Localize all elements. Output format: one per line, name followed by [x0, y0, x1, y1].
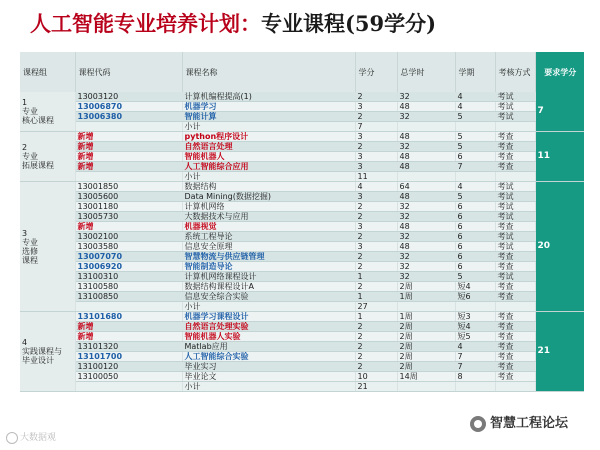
course-exam: 考查 — [495, 322, 535, 332]
course-term: 4 — [455, 92, 495, 102]
course-group-label — [20, 92, 75, 132]
course-group-label-line: 毕业设计 — [22, 356, 54, 365]
course-term: 5 — [455, 132, 495, 142]
subtotal-label: 小计 — [182, 382, 355, 392]
wechat-icon — [470, 416, 486, 432]
header-credit: 学分 — [355, 52, 397, 92]
course-row — [20, 92, 584, 102]
course-code: 新增 — [75, 332, 182, 342]
course-credit: 10 — [355, 372, 397, 382]
camera-icon — [6, 432, 18, 444]
course-credit: 2 — [355, 362, 397, 372]
course-term: 6 — [455, 222, 495, 232]
course-exam: 考查 — [495, 362, 535, 372]
course-term: 6 — [455, 252, 495, 262]
course-term: 6 — [455, 152, 495, 162]
course-credit: 2 — [355, 322, 397, 332]
course-row — [20, 222, 584, 232]
course-exam: 考查 — [495, 262, 535, 272]
course-exam: 考查 — [495, 332, 535, 342]
course-row — [20, 142, 584, 152]
course-code: 13006920 — [75, 262, 182, 272]
course-row — [20, 202, 584, 212]
subtotal-blank — [495, 382, 535, 392]
course-code: 13100310 — [75, 272, 182, 282]
header-required: 要求学分 — [535, 52, 584, 92]
course-code: 13100580 — [75, 282, 182, 292]
header-hours: 总学时 — [397, 52, 455, 92]
subtotal-blank — [495, 122, 535, 132]
watermark-right-text: 智慧工程论坛 — [490, 416, 569, 431]
course-row — [20, 272, 584, 282]
subtotal-label: 小计 — [182, 172, 355, 182]
course-term: 6 — [455, 232, 495, 242]
course-exam: 考试 — [495, 112, 535, 122]
subtotal-blank — [397, 382, 455, 392]
course-term: 短4 — [455, 282, 495, 292]
course-row — [20, 182, 584, 192]
subtotal-blank — [75, 172, 182, 182]
subtotal-label: 小计 — [182, 122, 355, 132]
course-credit: 1 — [355, 312, 397, 322]
course-credit: 3 — [355, 102, 397, 112]
course-name: 毕业实习 — [182, 362, 355, 372]
required-credits: 11 — [535, 132, 584, 182]
course-exam: 考查 — [495, 162, 535, 172]
subtotal-credit: 27 — [355, 302, 397, 312]
header-exam: 考核方式 — [495, 52, 535, 92]
course-term: 5 — [455, 272, 495, 282]
course-row — [20, 262, 584, 272]
subtotal-row — [20, 302, 584, 312]
course-name: 人工智能综合实验 — [182, 352, 355, 362]
course-code: 新增 — [75, 222, 182, 232]
subtotal-credit: 21 — [355, 382, 397, 392]
course-hours: 2周 — [397, 332, 455, 342]
course-row — [20, 312, 584, 322]
course-hours: 32 — [397, 252, 455, 262]
header-group: 课程组 — [20, 52, 75, 92]
subtotal-credit: 11 — [355, 172, 397, 182]
course-hours: 32 — [397, 232, 455, 242]
course-code: 新增 — [75, 162, 182, 172]
course-hours: 1周 — [397, 292, 455, 302]
course-hours: 48 — [397, 162, 455, 172]
course-group-label-line: 2 — [22, 143, 28, 152]
course-exam: 考试 — [495, 272, 535, 282]
course-code: 新增 — [75, 322, 182, 332]
course-hours: 48 — [397, 132, 455, 142]
course-name: 智能计算 — [182, 112, 355, 122]
watermark-left — [6, 430, 56, 444]
course-credit: 2 — [355, 92, 397, 102]
subtotal-blank — [455, 122, 495, 132]
course-exam: 考查 — [495, 372, 535, 382]
course-code: 13100120 — [75, 362, 182, 372]
course-group-label — [20, 132, 75, 182]
course-group-label-line: 专业 — [22, 107, 38, 116]
course-exam: 考试 — [495, 192, 535, 202]
course-hours: 32 — [397, 112, 455, 122]
course-hours: 48 — [397, 152, 455, 162]
course-group-label-line: 课程 — [22, 255, 38, 265]
course-term: 5 — [455, 112, 495, 122]
course-credit: 3 — [355, 222, 397, 232]
subtotal-blank — [397, 172, 455, 182]
subtotal-blank — [75, 122, 182, 132]
course-group-label-line: 4 — [22, 338, 28, 347]
course-name: 智能制造导论 — [182, 262, 355, 272]
subtotal-row — [20, 122, 584, 132]
course-term: 4 — [455, 102, 495, 112]
course-name: 计算机网络课程设计 — [182, 272, 355, 282]
course-group-label-line: 实践课程与 — [22, 347, 62, 356]
course-hours: 48 — [397, 222, 455, 232]
course-name: 智能机器人实验 — [182, 332, 355, 342]
course-hours: 32 — [397, 202, 455, 212]
slide-title — [30, 8, 436, 38]
subtotal-blank — [75, 382, 182, 392]
course-term: 短5 — [455, 332, 495, 342]
course-row — [20, 192, 584, 202]
course-code: 13002100 — [75, 232, 182, 242]
subtotal-blank — [455, 302, 495, 312]
course-exam: 考查 — [495, 152, 535, 162]
course-code: 新增 — [75, 152, 182, 162]
course-row — [20, 132, 584, 142]
subtotal-credit: 7 — [355, 122, 397, 132]
course-name: 系统工程导论 — [182, 232, 355, 242]
course-row — [20, 362, 584, 372]
course-term: 6 — [455, 202, 495, 212]
course-name: 自然语言处理实验 — [182, 322, 355, 332]
course-table-body — [20, 92, 584, 392]
course-term: 4 — [455, 342, 495, 352]
course-row — [20, 282, 584, 292]
course-row — [20, 332, 584, 342]
course-exam: 考试 — [495, 202, 535, 212]
course-credit: 2 — [355, 112, 397, 122]
course-row — [20, 252, 584, 262]
course-credit: 2 — [355, 142, 397, 152]
header-code: 课程代码 — [75, 52, 182, 92]
course-code: 新增 — [75, 142, 182, 152]
table-header-row — [20, 52, 584, 92]
course-hours: 1周 — [397, 312, 455, 322]
course-name: python程序设计 — [182, 132, 355, 142]
course-term: 4 — [455, 182, 495, 192]
course-row — [20, 352, 584, 362]
course-group-label — [20, 182, 75, 312]
course-hours: 2周 — [397, 352, 455, 362]
course-name: Data Mining(数据挖掘) — [182, 192, 355, 202]
course-code: 13006380 — [75, 112, 182, 122]
course-credit: 3 — [355, 242, 397, 252]
course-hours: 48 — [397, 242, 455, 252]
course-name: 智能机器人 — [182, 152, 355, 162]
course-row — [20, 292, 584, 302]
course-name: 计算机编程提高(1) — [182, 92, 355, 102]
course-row — [20, 112, 584, 122]
course-term: 6 — [455, 212, 495, 222]
course-code: 13001180 — [75, 202, 182, 212]
course-code: 新增 — [75, 132, 182, 142]
course-credit: 2 — [355, 352, 397, 362]
course-hours: 2周 — [397, 362, 455, 372]
course-group-label — [20, 312, 75, 392]
course-name: 计算机网络 — [182, 202, 355, 212]
watermark-right — [470, 412, 568, 432]
course-group-label-line: 专业 — [22, 152, 38, 161]
course-credit: 2 — [355, 202, 397, 212]
course-row — [20, 372, 584, 382]
subtotal-blank — [455, 172, 495, 182]
course-code: 13003120 — [75, 92, 182, 102]
course-name: Matlab应用 — [182, 342, 355, 352]
course-credit: 2 — [355, 282, 397, 292]
course-hours: 32 — [397, 212, 455, 222]
course-exam: 考试 — [495, 102, 535, 112]
course-name: 数据结构课程设计A — [182, 282, 355, 292]
subtotal-blank — [455, 382, 495, 392]
course-hours: 32 — [397, 92, 455, 102]
course-credit: 2 — [355, 332, 397, 342]
course-credit: 3 — [355, 192, 397, 202]
course-name: 机器学习课程设计 — [182, 312, 355, 322]
course-code: 13007070 — [75, 252, 182, 262]
course-hours: 32 — [397, 262, 455, 272]
course-name: 机器视觉 — [182, 222, 355, 232]
header-name: 课程名称 — [182, 52, 355, 92]
course-exam: 考试 — [495, 212, 535, 222]
course-code: 13005600 — [75, 192, 182, 202]
title-part2: 专业课程(59学分) — [261, 11, 437, 36]
course-exam: 考查 — [495, 252, 535, 262]
course-hours: 2周 — [397, 282, 455, 292]
course-row — [20, 242, 584, 252]
course-term: 6 — [455, 262, 495, 272]
course-exam: 考查 — [495, 342, 535, 352]
course-exam: 考试 — [495, 232, 535, 242]
subtotal-blank — [495, 302, 535, 312]
watermark-left-text: 大数据观 — [20, 433, 57, 443]
subtotal-row — [20, 382, 584, 392]
course-exam: 考查 — [495, 292, 535, 302]
course-name: 人工智能综合应用 — [182, 162, 355, 172]
course-credit: 3 — [355, 152, 397, 162]
subtotal-row — [20, 172, 584, 182]
course-row — [20, 212, 584, 222]
course-term: 8 — [455, 372, 495, 382]
course-hours: 32 — [397, 142, 455, 152]
course-name: 毕业论文 — [182, 372, 355, 382]
course-exam: 考查 — [495, 312, 535, 322]
course-credit: 2 — [355, 212, 397, 222]
required-credits: 20 — [535, 182, 584, 312]
course-credit: 2 — [355, 232, 397, 242]
required-credits: 7 — [535, 92, 584, 132]
course-credit: 2 — [355, 342, 397, 352]
course-exam: 考试 — [495, 242, 535, 252]
course-row — [20, 232, 584, 242]
course-name: 机器学习 — [182, 102, 355, 112]
course-group-label-line: 拓展课程 — [22, 161, 54, 170]
course-row — [20, 102, 584, 112]
course-credit: 1 — [355, 272, 397, 282]
subtotal-label: 小计 — [182, 302, 355, 312]
course-term: 7 — [455, 162, 495, 172]
course-code: 13100850 — [75, 292, 182, 302]
course-term: 5 — [455, 142, 495, 152]
course-credit: 3 — [355, 132, 397, 142]
course-group-label-line: 1 — [22, 98, 28, 107]
course-name: 大数据技术与应用 — [182, 212, 355, 222]
course-name: 智慧物流与供应链管理 — [182, 252, 355, 262]
course-term: 6 — [455, 242, 495, 252]
course-credit: 1 — [355, 292, 397, 302]
course-exam: 考试 — [495, 182, 535, 192]
course-hours: 2周 — [397, 322, 455, 332]
course-credit: 4 — [355, 182, 397, 192]
course-group-label-line: 专业 — [22, 237, 38, 247]
course-credit: 2 — [355, 262, 397, 272]
course-hours: 48 — [397, 192, 455, 202]
course-hours: 32 — [397, 272, 455, 282]
subtotal-blank — [75, 302, 182, 312]
course-name: 信息安全综合实验 — [182, 292, 355, 302]
header-term: 学期 — [455, 52, 495, 92]
course-hours: 48 — [397, 102, 455, 112]
course-exam: 考查 — [495, 222, 535, 232]
course-exam: 考查 — [495, 352, 535, 362]
course-code: 13003580 — [75, 242, 182, 252]
subtotal-blank — [397, 122, 455, 132]
course-group-label-line: 3 — [22, 228, 28, 238]
course-code: 13006870 — [75, 102, 182, 112]
course-term: 短4 — [455, 322, 495, 332]
course-exam: 考查 — [495, 142, 535, 152]
course-row — [20, 162, 584, 172]
course-code: 13101700 — [75, 352, 182, 362]
course-code: 13001850 — [75, 182, 182, 192]
subtotal-blank — [397, 302, 455, 312]
course-row — [20, 152, 584, 162]
subtotal-blank — [495, 172, 535, 182]
course-exam: 考查 — [495, 282, 535, 292]
course-name: 数据结构 — [182, 182, 355, 192]
course-code: 13101320 — [75, 342, 182, 352]
course-exam: 考试 — [495, 92, 535, 102]
course-code: 13100050 — [75, 372, 182, 382]
course-hours: 2周 — [397, 342, 455, 352]
course-exam: 考查 — [495, 132, 535, 142]
course-credit: 3 — [355, 162, 397, 172]
course-row — [20, 322, 584, 332]
title-part1: 人工智能专业培养计划： — [30, 11, 261, 36]
course-row — [20, 342, 584, 352]
course-term: 5 — [455, 192, 495, 202]
course-term: 7 — [455, 352, 495, 362]
course-hours: 64 — [397, 182, 455, 192]
course-code: 13101680 — [75, 312, 182, 322]
course-name: 信息安全原理 — [182, 242, 355, 252]
course-name: 自然语言处理 — [182, 142, 355, 152]
course-group-label-line: 核心课程 — [22, 116, 54, 125]
course-term: 短3 — [455, 312, 495, 322]
course-code: 13005730 — [75, 212, 182, 222]
course-table — [20, 52, 584, 392]
course-credit: 2 — [355, 252, 397, 262]
course-hours: 14周 — [397, 372, 455, 382]
course-term: 7 — [455, 362, 495, 372]
required-credits: 21 — [535, 312, 584, 392]
course-term: 短6 — [455, 292, 495, 302]
course-group-label-line: 选修 — [22, 246, 38, 256]
